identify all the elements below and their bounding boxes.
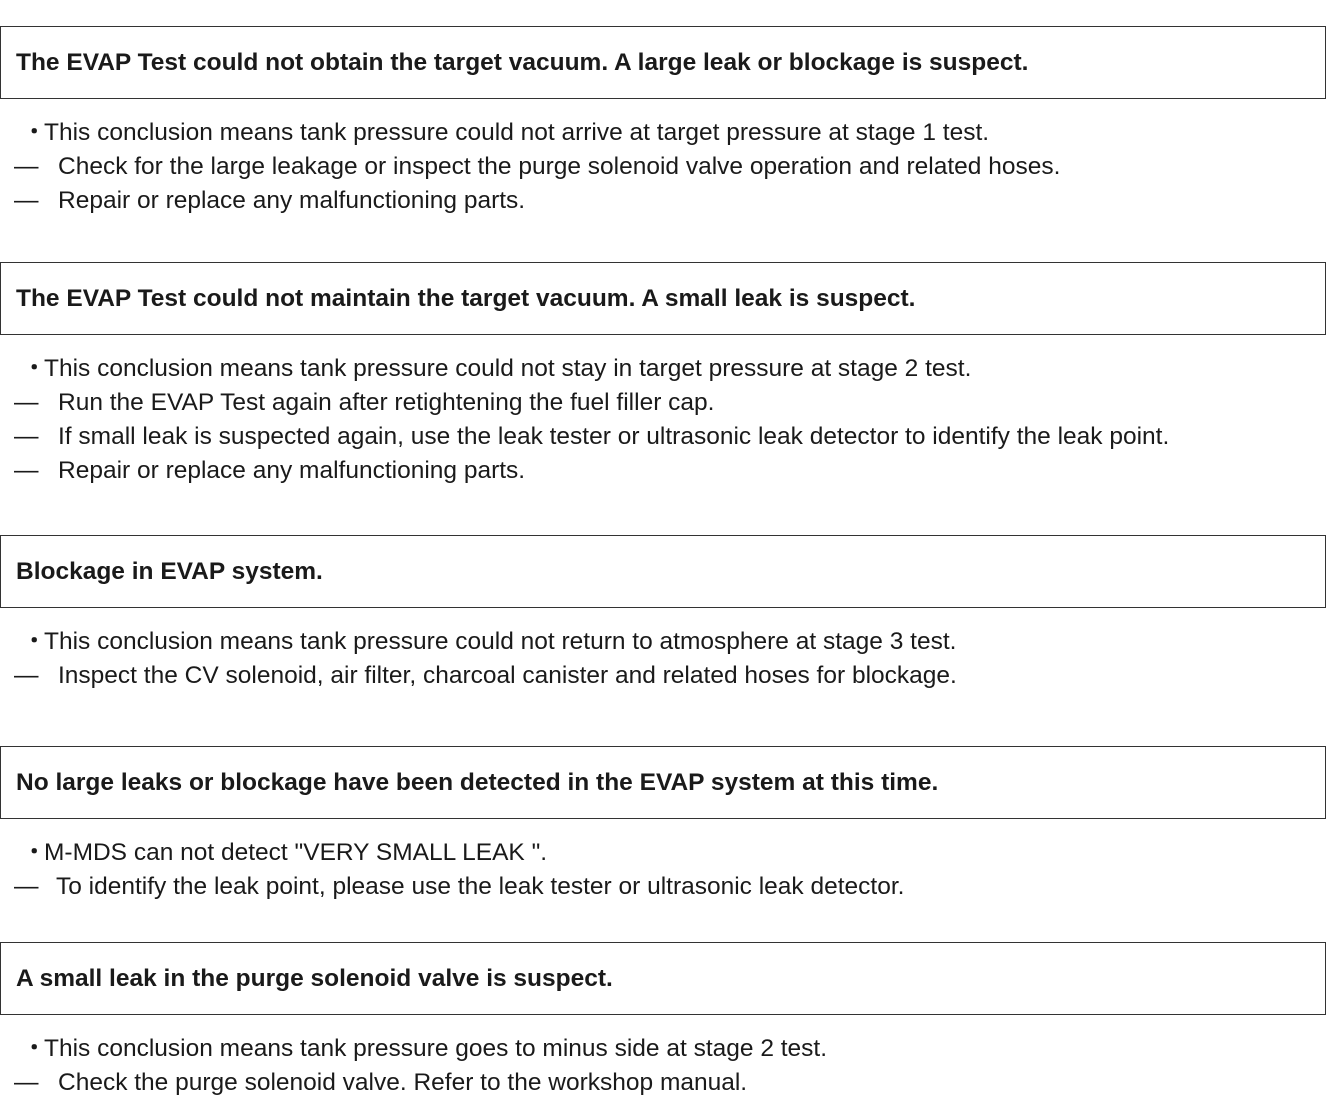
- step-text: To identify the leak point, please use the leak tester or ultrasonic leak detector.: [56, 873, 905, 900]
- conclusion-title: Blockage in EVAP system.: [16, 557, 323, 585]
- bullet-dot-icon: ・: [22, 1035, 47, 1062]
- step-text: Repair or replace any malfunctioning parts.: [58, 187, 526, 214]
- conclusion-title: No large leaks or blockage have been detected in the EVAP system at this time.: [16, 768, 939, 796]
- detail-bullet: [0, 116, 1326, 150]
- bullet-text: This conclusion means tank pressure goes to minus side at stage 2 test.: [44, 1035, 828, 1062]
- conclusion-title: The EVAP Test could not obtain the target vacuum. A large leak or blockage is suspect.: [16, 48, 1029, 76]
- detail-step: [0, 1066, 1326, 1100]
- step-text: Run the EVAP Test again after retightening the fuel filler cap.: [58, 389, 715, 416]
- conclusion-section-2: [0, 262, 1326, 488]
- detail-bullet: [0, 625, 1326, 659]
- conclusion-details: [0, 116, 1326, 218]
- conclusion-section-4: [0, 746, 1326, 904]
- conclusion-section-5: [0, 942, 1326, 1100]
- bullet-dot-icon: ・: [22, 119, 47, 146]
- conclusion-title-box: [0, 746, 1326, 819]
- conclusion-title-box: [0, 26, 1326, 99]
- dash-icon: —: [14, 662, 39, 689]
- conclusion-title: A small leak in the purge solenoid valve is suspect.: [16, 964, 613, 992]
- dash-icon: —: [14, 389, 39, 416]
- detail-step: [0, 150, 1326, 184]
- conclusion-title-box: [0, 942, 1326, 1015]
- bullet-dot-icon: ・: [22, 355, 47, 382]
- conclusion-details: [0, 352, 1326, 488]
- dash-icon: —: [14, 153, 39, 180]
- bullet-text: This conclusion means tank pressure could not arrive at target pressure at stage 1 test.: [44, 119, 990, 146]
- conclusion-title-box: [0, 262, 1326, 335]
- bullet-dot-icon: ・: [22, 839, 47, 866]
- conclusion-section-1: [0, 26, 1326, 218]
- detail-step: [0, 659, 1326, 693]
- bullet-text: This conclusion means tank pressure could not return to atmosphere at stage 3 test.: [44, 628, 957, 655]
- dash-icon: —: [14, 423, 39, 450]
- detail-bullet: [0, 352, 1326, 386]
- conclusion-details: [0, 836, 1326, 904]
- dash-icon: —: [14, 873, 39, 900]
- bullet-text: M-MDS can not detect "VERY SMALL LEAK ".: [44, 839, 548, 866]
- step-text: Inspect the CV solenoid, air filter, charcoal canister and related hoses for blockage.: [58, 662, 957, 689]
- dash-icon: —: [14, 1069, 39, 1096]
- conclusion-section-3: [0, 535, 1326, 693]
- conclusion-details: [0, 625, 1326, 693]
- conclusion-title-box: [0, 535, 1326, 608]
- bullet-text: This conclusion means tank pressure could not stay in target pressure at stage 2 test.: [44, 355, 972, 382]
- step-text: Check the purge solenoid valve. Refer to the workshop manual.: [58, 1069, 748, 1096]
- step-text: Repair or replace any malfunctioning parts.: [58, 457, 526, 484]
- bullet-dot-icon: ・: [22, 628, 47, 655]
- conclusion-title: The EVAP Test could not maintain the target vacuum. A small leak is suspect.: [16, 284, 916, 312]
- detail-step: [0, 870, 1326, 904]
- dash-icon: —: [14, 187, 39, 214]
- detail-step: [0, 184, 1326, 218]
- step-text: Check for the large leakage or inspect the purge solenoid valve operation and related hoses.: [58, 153, 1061, 180]
- step-text: If small leak is suspected again, use the leak tester or ultrasonic leak detector to identify the leak point.: [58, 423, 1170, 450]
- detail-bullet: [0, 836, 1326, 870]
- conclusion-details: [0, 1032, 1326, 1100]
- dash-icon: —: [14, 457, 39, 484]
- detail-step: [0, 454, 1326, 488]
- detail-bullet: [0, 1032, 1326, 1066]
- detail-step: [0, 386, 1326, 420]
- detail-step: [0, 420, 1326, 454]
